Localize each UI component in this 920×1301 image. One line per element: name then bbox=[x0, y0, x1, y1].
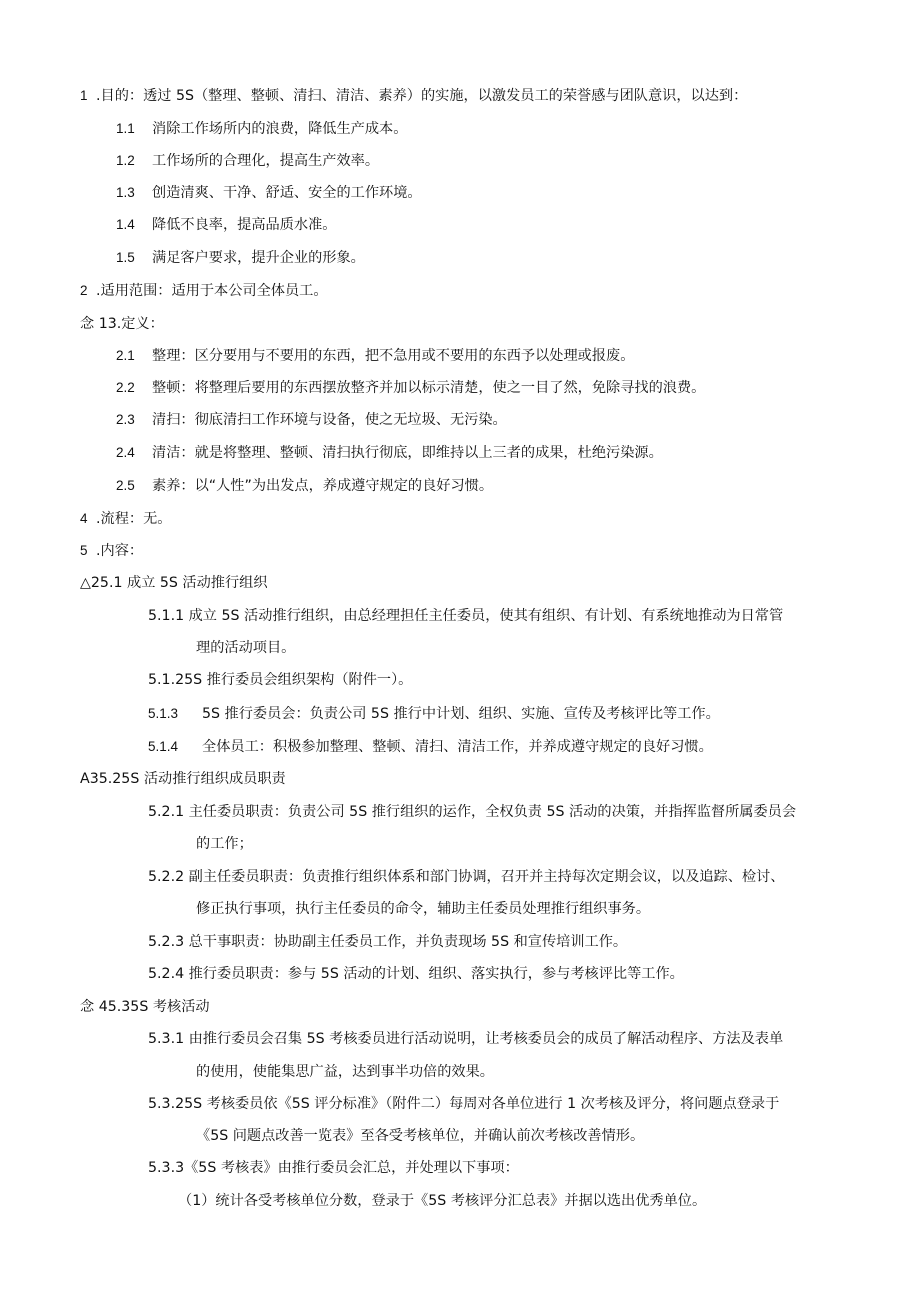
item-5-3-1: 5.3.1 由推行委员会召集 5S 考核委员进行活动说明，让考核委员会的成员了解活动程序、方法及表单 bbox=[148, 1031, 784, 1047]
item-2-5: 2.5 素养：以“人性”为出发点，养成遵守规定的良好习惯。 bbox=[116, 478, 494, 494]
subsection-5-2-heading: A35.25S 活动推行组织成员职责 bbox=[80, 771, 286, 787]
section-5-heading: 5 .内容： bbox=[80, 543, 144, 559]
item-5-2-1-cont: 的工作； bbox=[196, 836, 253, 852]
item-5-1-1-cont: 理的活动项目。 bbox=[196, 640, 296, 656]
item-2-3: 2.3 清扫：彻底清扫工作环境与设备，使之无垃圾、无污染。 bbox=[116, 412, 507, 428]
item-5-2-4: 5.2.4 推行委员职责：参与 5S 活动的计划、组织、落实执行，参与考核评比等工作。 bbox=[148, 966, 684, 982]
item-5-2-2: 5.2.2 副主任委员职责：负责推行组织体系和部门协调，召开并主持每次定期会议，以及追踪、检讨、 bbox=[148, 869, 785, 885]
item-5-2-2-cont: 修正执行事项，执行主任委员的命令，辅助主任委员处理推行组织事务。 bbox=[196, 901, 651, 917]
item-5-1-1: 5.1.1 成立 5S 活动推行组织，由总经理担任主任委员，使其有组织、有计划、有系统地推动为日常管 bbox=[148, 608, 784, 624]
item-2-2: 2.2 整顿：将整理后要用的东西摆放整齐并加以标示清楚，使之一目了然，免除寻找的浪费。 bbox=[116, 380, 706, 396]
item-5-3-3-sub-1: （1）统计各受考核单位分数，登录于《5S 考核评分汇总表》并据以选出优秀单位。 bbox=[178, 1193, 707, 1209]
item-5-1-2: 5.1.25S 推行委员会组织架构（附件一）。 bbox=[148, 672, 413, 688]
section-3-heading: 念 13.定义： bbox=[80, 316, 164, 332]
section-1-heading: 1 .目的：透过 5S（整理、整顿、清扫、清洁、素养）的实施，以激发员工的荣誉感与团队意识，以达到： bbox=[80, 88, 748, 104]
item-5-3-2-cont: 《5S 问题点改善一览表》至各受考核单位，并确认前次考核改善情形。 bbox=[196, 1128, 645, 1144]
section-4-heading: 4 .流程：无。 bbox=[80, 511, 172, 527]
item-1-4: 1.4 降低不良率，提高品质水准。 bbox=[116, 217, 337, 233]
item-5-3-1-cont: 的使用，使能集思广益，达到事半功倍的效果。 bbox=[196, 1064, 494, 1080]
item-1-1: 1.1 消除工作场所内的浪费，降低生产成本。 bbox=[116, 121, 408, 137]
item-1-5: 1.5 满足客户要求，提升企业的形象。 bbox=[116, 250, 365, 266]
subsection-5-1-heading: △25.1 成立 5S 活动推行组织 bbox=[80, 575, 268, 591]
item-5-3-2: 5.3.25S 考核委员依《5S 评分标准》（附件二）每周对各单位进行 1 次考核及评分，将问题点登录于 bbox=[148, 1096, 780, 1112]
subsection-5-3-heading: 念 45.35S 考核活动 bbox=[80, 999, 210, 1015]
item-5-3-3: 5.3.3《5S 考核表》由推行委员会汇总，并处理以下事项： bbox=[148, 1160, 519, 1176]
item-1-3: 1.3 创造清爽、干净、舒适、安全的工作环境。 bbox=[116, 185, 422, 201]
item-5-1-4: 5.1.4 全体员工：积极参加整理、整顿、清扫、清洁工作，并养成遵守规定的良好习惯。 bbox=[148, 739, 713, 755]
item-1-2: 1.2 工作场所的合理化，提高生产效率。 bbox=[116, 153, 380, 169]
item-2-4: 2.4 清洁：就是将整理、整顿、清扫执行彻底，即维持以上三者的成果，杜绝污染源。 bbox=[116, 445, 663, 461]
section-2-heading: 2 .适用范围：适用于本公司全体员工。 bbox=[80, 283, 328, 299]
item-5-2-3: 5.2.3 总干事职责：协助副主任委员工作，并负责现场 5S 和宣传培训工作。 bbox=[148, 934, 628, 950]
item-5-2-1: 5.2.1 主任委员职责：负责公司 5S 推行组织的运作，全权负责 5S 活动的决策，并指挥监督所属委员会 bbox=[148, 804, 797, 820]
item-5-1-3: 5.1.3 5S 推行委员会：负责公司 5S 推行中计划、组织、实施、宣传及考核评比等工作。 bbox=[148, 706, 720, 722]
item-2-1: 2.1 整理：区分要用与不要用的东西，把不急用或不要用的东西予以处理或报废。 bbox=[116, 348, 635, 364]
